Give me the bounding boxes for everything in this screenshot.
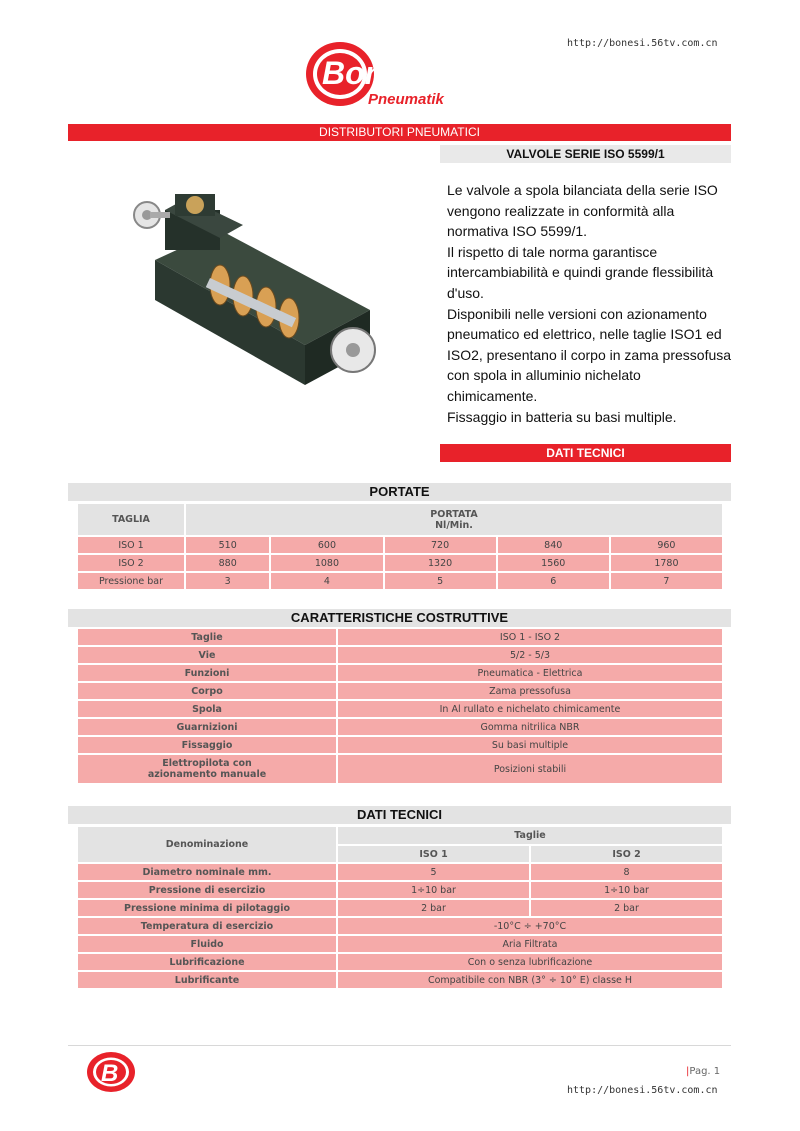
table-row	[78, 555, 722, 571]
cell: 6	[498, 573, 609, 589]
description	[447, 180, 732, 427]
table-row	[78, 683, 722, 699]
table-row	[78, 701, 722, 717]
cell: 1÷10 bar	[338, 882, 529, 898]
row-label: Spola	[78, 701, 336, 717]
footer-logo	[84, 1050, 138, 1094]
portate-title: PORTATE	[68, 483, 731, 501]
desc-paragraph: Il rispetto di tale norma garantisce intercambiabilità e quindi grande flessibilità d'uso.	[447, 243, 714, 301]
valve-image	[125, 190, 385, 390]
row-value: Gomma nitrilica NBR	[338, 719, 722, 735]
cell: 1080	[271, 555, 382, 571]
cell: 5	[385, 573, 496, 589]
table-row	[78, 972, 722, 988]
row-value: Su basi multiple	[338, 737, 722, 753]
col-iso2: ISO 2	[531, 846, 722, 862]
footer-url[interactable]: http://bonesi.56tv.com.cn	[567, 1085, 718, 1096]
cell: Con o senza lubrificazione	[338, 954, 722, 970]
cell: 1780	[611, 555, 722, 571]
cell: -10°C ÷ +70°C	[338, 918, 722, 934]
cell: Pressione bar	[78, 573, 184, 589]
cell: 2 bar	[531, 900, 722, 916]
table-row	[78, 900, 722, 916]
cell: ISO 2	[78, 555, 184, 571]
table-row	[78, 573, 722, 589]
caratteristiche-table	[76, 627, 724, 785]
row-label: Funzioni	[78, 665, 336, 681]
table-row	[78, 737, 722, 753]
col-taglie: Taglie	[338, 827, 722, 844]
row-label: Fissaggio	[78, 737, 336, 753]
row-value: 5/2 - 5/3	[338, 647, 722, 663]
row-label: Vie	[78, 647, 336, 663]
row-value: ISO 1 - ISO 2	[338, 629, 722, 645]
portate-table	[76, 502, 724, 591]
row-label: Taglie	[78, 629, 336, 645]
col-iso1: ISO 1	[338, 846, 529, 862]
cell: 1÷10 bar	[531, 882, 722, 898]
page-number: |Pag. 1	[686, 1066, 721, 1077]
desc-paragraph: Fissaggio in batteria su basi multiple.	[447, 408, 677, 425]
portata-unit: Nl/Min.	[435, 519, 473, 531]
portata-label: PORTATA	[430, 508, 478, 520]
cell: 7	[611, 573, 722, 589]
desc-paragraph: Disponibili nelle versioni con azionamento pneumatico ed elettrico, nelle taglie ISO1 ed ISO2, presentano il corpo in zama pressofusa con spola in alluminio nichelato chimicamente.	[447, 305, 732, 404]
table-row	[78, 882, 722, 898]
table-row	[78, 864, 722, 880]
row-label: Pressione di esercizio	[78, 882, 336, 898]
caratteristiche-title: CARATTERISTICHE COSTRUTTIVE	[68, 609, 731, 627]
row-label: Pressione minima di pilotaggio	[78, 900, 336, 916]
row-value: Posizioni stabili	[338, 755, 722, 783]
table-row	[78, 918, 722, 934]
cell: 2 bar	[338, 900, 529, 916]
table-row	[78, 954, 722, 970]
row-label: Lubrificante	[78, 972, 336, 988]
row-label: Corpo	[78, 683, 336, 699]
page-label: Pag. 1	[689, 1066, 721, 1077]
row-value: Pneumatica - Elettrica	[338, 665, 722, 681]
dati-tecnici-banner: DATI TECNICI	[440, 444, 731, 462]
bonesi-logo	[300, 38, 500, 110]
table-row	[78, 665, 722, 681]
cell: 510	[186, 537, 269, 553]
row-value: Zama pressofusa	[338, 683, 722, 699]
table-row	[78, 537, 722, 553]
subtitle: VALVOLE SERIE ISO 5599/1	[440, 145, 731, 163]
row-label: Fluido	[78, 936, 336, 952]
row-label: Guarnizioni	[78, 719, 336, 735]
footer-logo-letter: B	[101, 1060, 119, 1087]
cell: 720	[385, 537, 496, 553]
cell: 5	[338, 864, 529, 880]
cell: 840	[498, 537, 609, 553]
cell: 4	[271, 573, 382, 589]
cell: 8	[531, 864, 722, 880]
table-row	[78, 936, 722, 952]
table-row	[78, 719, 722, 735]
cell: 1320	[385, 555, 496, 571]
footer-divider	[68, 1045, 731, 1046]
dati-title: DATI TECNICI	[68, 806, 731, 824]
logo-text: Bonesi	[322, 55, 429, 91]
table-row	[78, 629, 722, 645]
cell: 3	[186, 573, 269, 589]
cell: 960	[611, 537, 722, 553]
col-portata	[186, 504, 722, 535]
cell: 600	[271, 537, 382, 553]
row-label: Temperatura di esercizio	[78, 918, 336, 934]
table-row	[78, 647, 722, 663]
table-row	[78, 755, 722, 783]
logo-subtext: Pneumatik	[368, 91, 444, 108]
cell: 880	[186, 555, 269, 571]
cell: Compatibile con NBR (3° ÷ 10° E) classe H	[338, 972, 722, 988]
row-label: Elettropilota con azionamento manuale	[78, 755, 336, 783]
col-taglia: TAGLIA	[78, 504, 184, 535]
row-label: Diametro nominale mm.	[78, 864, 336, 880]
desc-paragraph: Le valvole a spola bilanciata della serie ISO vengono realizzate in conformità alla normativa ISO 5599/1.	[447, 182, 718, 240]
row-label: Lubrificazione	[78, 954, 336, 970]
col-denominazione: Denominazione	[78, 827, 336, 862]
row-value: In Al rullato e nichelato chimicamente	[338, 701, 722, 717]
header-url[interactable]: http://bonesi.56tv.com.cn	[567, 38, 718, 49]
cell: 1560	[498, 555, 609, 571]
cell: Aria Filtrata	[338, 936, 722, 952]
cell: ISO 1	[78, 537, 184, 553]
dati-table	[76, 825, 724, 990]
main-banner: DISTRIBUTORI PNEUMATICI	[68, 124, 731, 141]
